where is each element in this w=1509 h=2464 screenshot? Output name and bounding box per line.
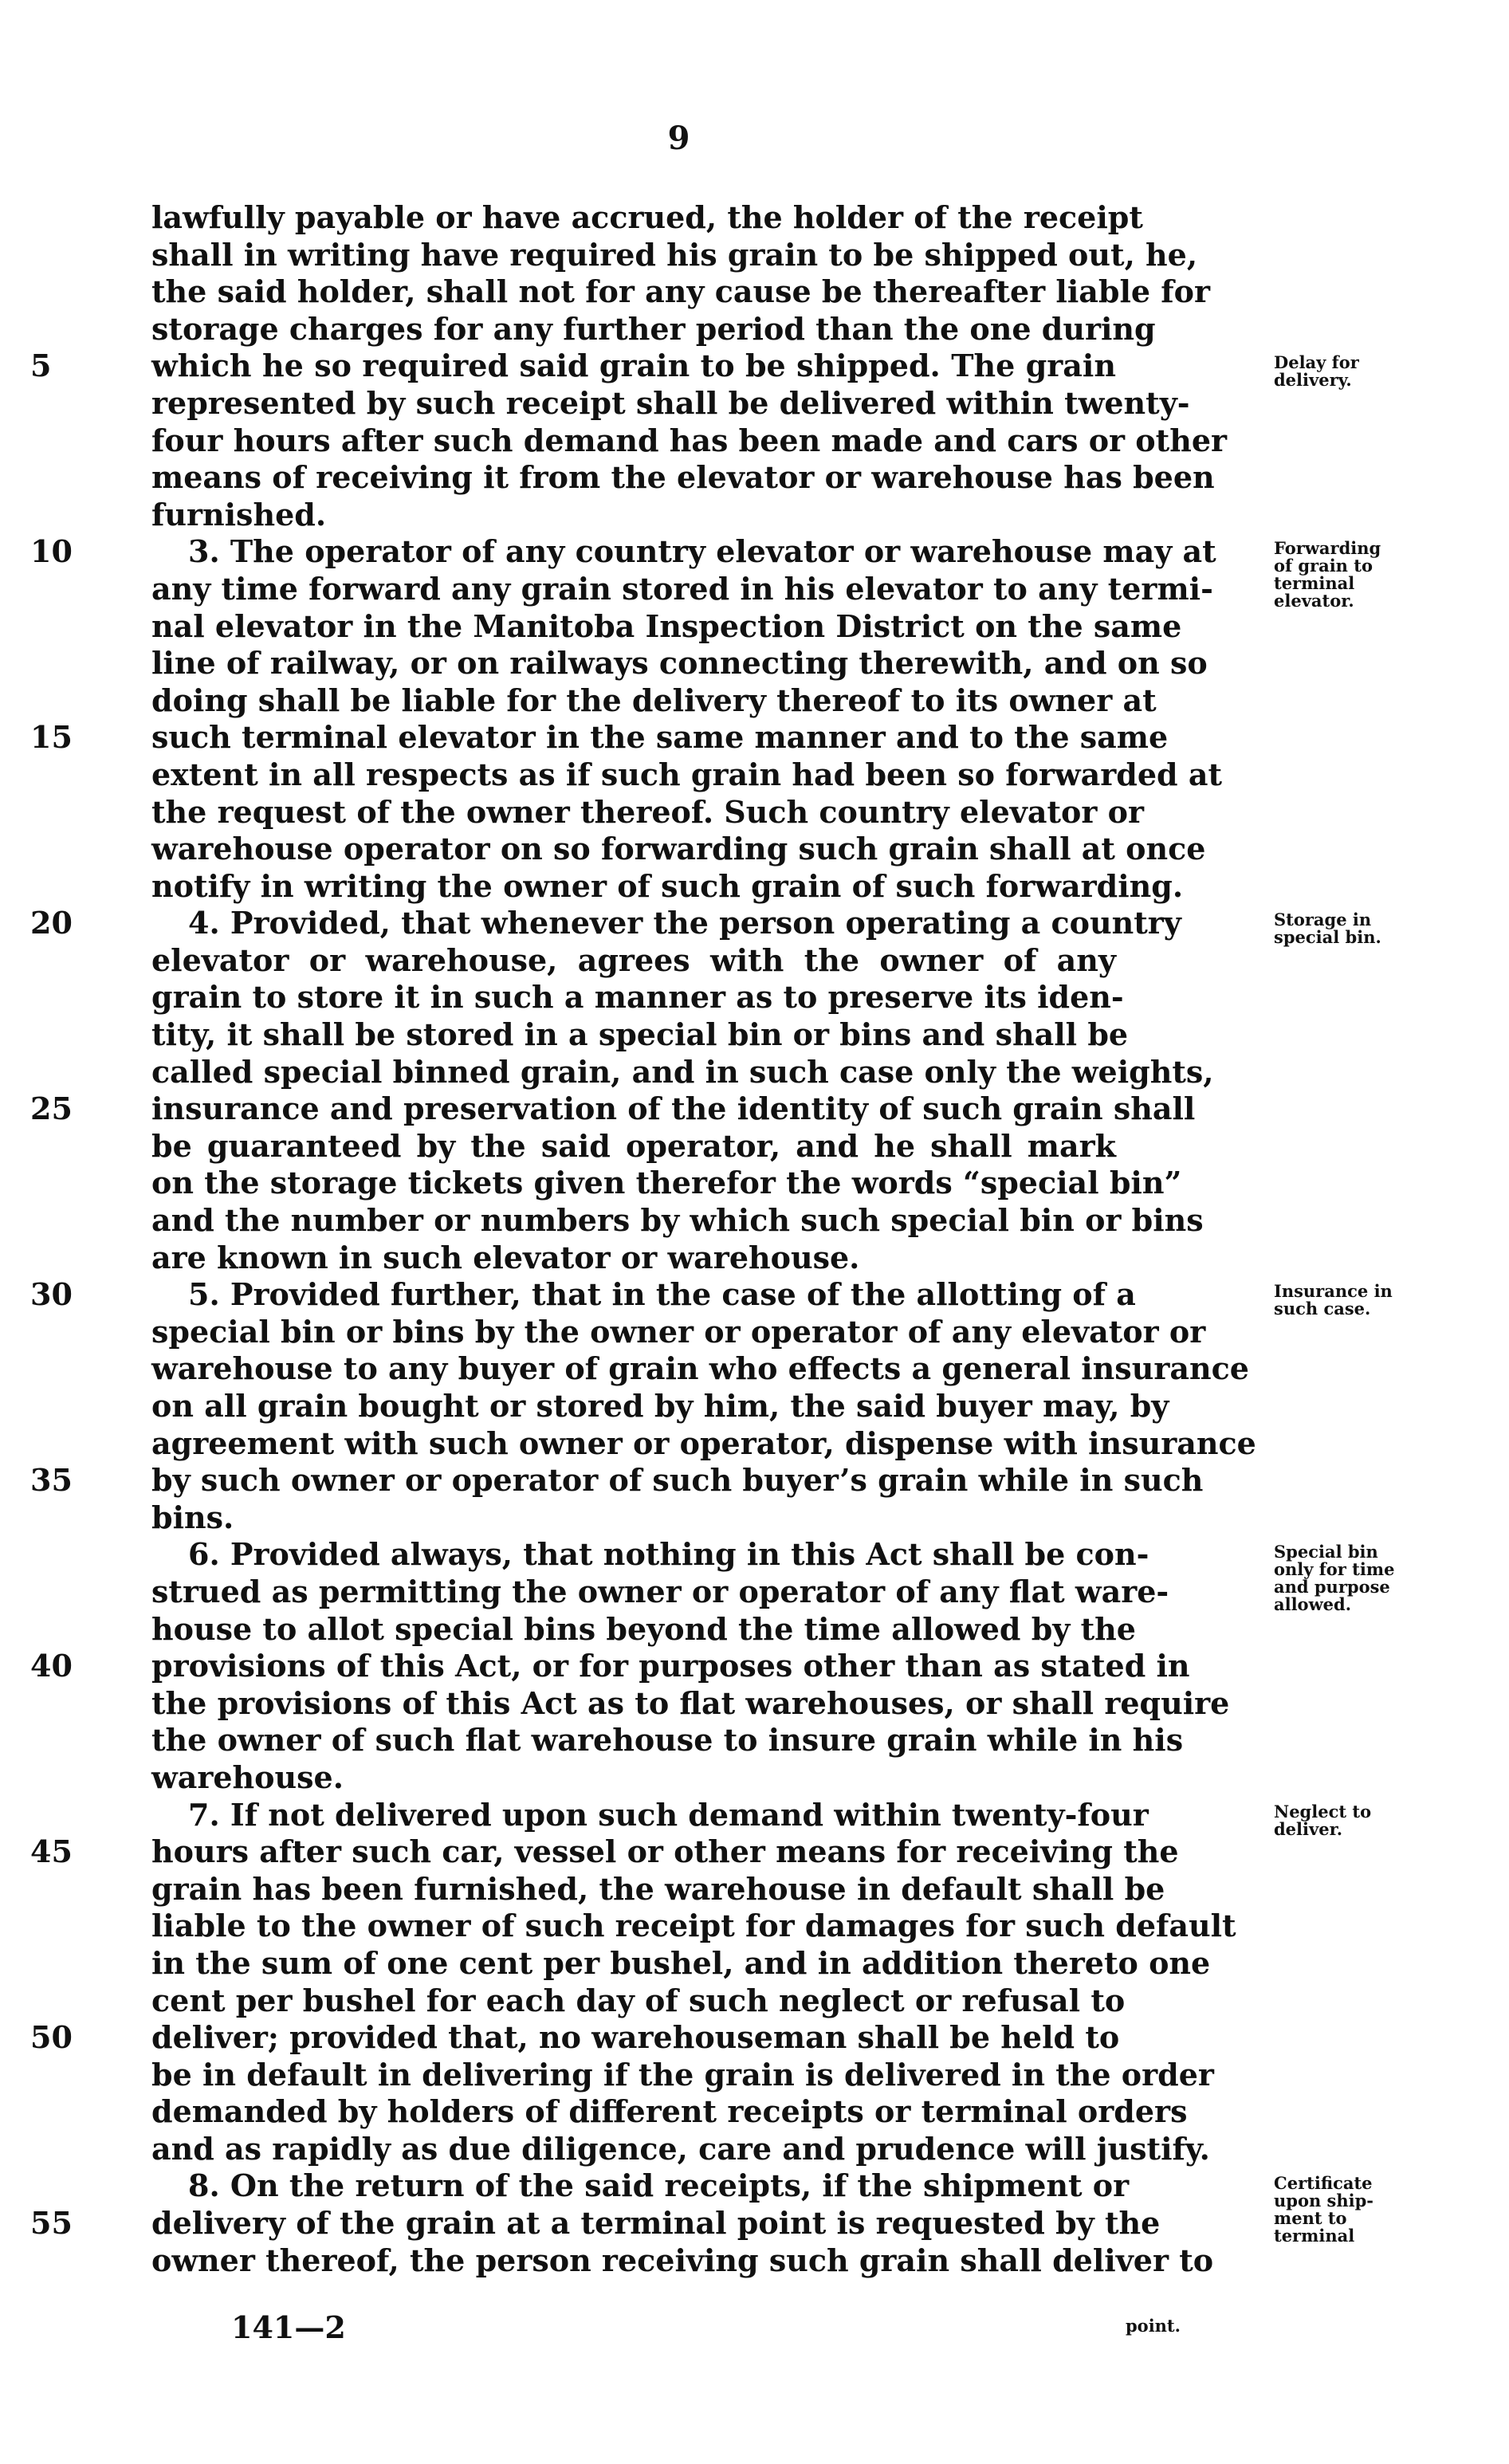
margin-note-line: upon ship- bbox=[1274, 2190, 1374, 2211]
text-line-content: deliver; provided that, no warehouseman shall be held to bbox=[151, 2019, 1120, 2056]
text-line bbox=[30, 1091, 1196, 1128]
text-line bbox=[151, 1573, 1169, 1611]
text-line-content: line of railway, or on railways connecting therewith, and on so bbox=[151, 645, 1208, 682]
text-line-content: storage charges for any further period than the one during bbox=[151, 310, 1156, 347]
text-line-content: hours after such car, vessel or other means for receiving the bbox=[151, 1833, 1179, 1870]
text-line-content: in the sum of one cent per bushel, and in addition thereto one bbox=[151, 1944, 1211, 1981]
text-line-content: demanded by holders of different receipts or terminal orders bbox=[151, 2093, 1188, 2130]
text-line-content: are known in such elevator or warehouse. bbox=[151, 1239, 860, 1275]
margin-note-line: allowed. bbox=[1274, 1594, 1352, 1614]
text-line-content: doing shall be liable for the delivery thereof to its owner at bbox=[151, 682, 1157, 718]
text-line-content: lawfully payable or have accrued, the holder of the receipt bbox=[151, 199, 1143, 235]
margin-note-line: Delay for bbox=[1274, 352, 1359, 373]
text-line bbox=[151, 1016, 1129, 1054]
text-line bbox=[151, 1722, 1184, 1759]
margin-note-line: special bin. bbox=[1274, 927, 1381, 948]
text-line bbox=[151, 1165, 1182, 1202]
text-line bbox=[151, 422, 1228, 460]
text-line-content: agreement with such owner or operator, dispense with insurance bbox=[151, 1425, 1256, 1461]
text-line bbox=[151, 831, 1206, 868]
page-number: 9 bbox=[667, 120, 690, 157]
margin-note-line: Storage in bbox=[1274, 910, 1372, 930]
text-line bbox=[151, 1425, 1256, 1463]
text-line-content: notify in writing the owner of such grain of such forwarding. bbox=[151, 867, 1184, 904]
text-column bbox=[30, 199, 1395, 2279]
text-line-content: means of receiving it from the elevator or warehouse has been bbox=[151, 459, 1215, 496]
text-line bbox=[151, 1202, 1204, 1240]
margin-note-line: such case. bbox=[1274, 1299, 1371, 1319]
margin-note-line: delivery. bbox=[1274, 370, 1352, 391]
text-line bbox=[30, 719, 1169, 756]
text-line-content: such terminal elevator in the same manner and to the same bbox=[151, 719, 1169, 756]
text-line-content: the provisions of this Act as to flat warehouses, or shall require bbox=[151, 1684, 1230, 1721]
text-line bbox=[151, 607, 1182, 646]
text-line bbox=[151, 310, 1156, 348]
margin-note-line: Special bin bbox=[1274, 1541, 1378, 1562]
text-line-content: shall in writing have required his grain to be shipped out, he, bbox=[151, 236, 1198, 273]
text-line-content: strued as permitting the owner or operator of any flat ware- bbox=[151, 1573, 1169, 1609]
text-line bbox=[30, 2205, 1161, 2242]
text-line bbox=[151, 273, 1210, 311]
text-line-content: be in default in delivering if the grain is delivered in the order bbox=[151, 2056, 1214, 2093]
text-line-content: elevator or warehouse, agrees with the owner of any bbox=[151, 941, 1116, 978]
margin-note-footer: point. bbox=[1126, 2316, 1181, 2336]
text-line-content: owner thereof, the person receiving such grain shall deliver to bbox=[151, 2242, 1214, 2278]
text-line-content: on all grain bought or stored by him, the said buyer may, by bbox=[151, 1388, 1169, 1424]
text-line bbox=[151, 1610, 1136, 1649]
text-line-content: cent per bushel for each day of such neglect or refusal to bbox=[151, 1982, 1126, 2018]
text-line bbox=[151, 793, 1145, 831]
text-line-content: 6. Provided always, that nothing in this Act shall be con- bbox=[188, 1536, 1149, 1573]
line-number: 10 bbox=[30, 533, 73, 570]
text-line-content: grain has been furnished, the warehouse in default shall be bbox=[151, 1870, 1165, 1907]
margin-note-line: elevator. bbox=[1274, 591, 1354, 611]
text-line-content: tity, it shall be stored in a special bin or bins and shall be bbox=[151, 1016, 1129, 1053]
margin-note bbox=[1274, 1803, 1371, 1838]
text-line-content: liable to the owner of such receipt for damages for such default bbox=[151, 1908, 1236, 1944]
line-number: 55 bbox=[30, 2205, 73, 2242]
text-line-content: extent in all respects as if such grain had been so forwarded at bbox=[151, 756, 1223, 792]
text-line-content: warehouse to any buyer of grain who effects a general insurance bbox=[151, 1350, 1249, 1387]
text-line-content: be guaranteed by the said operator, and he shall mark bbox=[151, 1127, 1116, 1164]
text-line bbox=[151, 2130, 1210, 2168]
text-line bbox=[30, 348, 1116, 385]
text-line bbox=[151, 2242, 1214, 2280]
text-line bbox=[151, 2093, 1188, 2131]
text-line-content: bins. bbox=[151, 1499, 234, 1535]
text-line-content: 8. On the return of the said receipts, if the shipment or bbox=[188, 2167, 1130, 2204]
text-line-content: 7. If not delivered upon such demand within twenty-four bbox=[188, 1796, 1149, 1833]
margin-note bbox=[1274, 540, 1381, 610]
text-line bbox=[151, 1536, 1149, 1574]
text-line-content: by such owner or operator of such buyer’s grain while in such bbox=[151, 1462, 1204, 1499]
margin-note bbox=[1274, 2172, 1374, 2246]
line-number: 45 bbox=[30, 1833, 73, 1870]
text-line bbox=[151, 1796, 1149, 1834]
text-line bbox=[151, 1313, 1206, 1351]
text-line bbox=[151, 1908, 1236, 1945]
text-line bbox=[151, 1982, 1126, 2020]
text-line-content: the owner of such flat warehouse to insure grain while in his bbox=[151, 1722, 1184, 1759]
margin-note-line: ment to bbox=[1274, 2207, 1347, 2228]
text-line bbox=[151, 2056, 1214, 2094]
margin-note bbox=[1274, 1283, 1393, 1318]
text-line bbox=[151, 682, 1157, 720]
text-line bbox=[151, 1684, 1230, 1723]
signature-mark: 141—2 bbox=[231, 2309, 346, 2345]
text-line-content: and as rapidly as due diligence, care and prudence will justify. bbox=[151, 2130, 1210, 2167]
text-line-content: 5. Provided further, that in the case of the allotting of a bbox=[188, 1276, 1136, 1313]
text-line bbox=[30, 533, 1216, 571]
text-line-content: warehouse operator on so forwarding such grain shall at once bbox=[151, 831, 1206, 867]
text-line bbox=[151, 236, 1198, 274]
text-line-content: delivery of the grain at a terminal point is requested by the bbox=[151, 2205, 1161, 2242]
text-line bbox=[30, 905, 1181, 942]
line-number: 50 bbox=[30, 2019, 73, 2056]
text-line-content: nal elevator in the Manitoba Inspection District on the same bbox=[151, 607, 1182, 644]
margin-note-line: Neglect to bbox=[1274, 1801, 1372, 1821]
text-line-content: on the storage tickets given therefor the words “special bin” bbox=[151, 1165, 1182, 1201]
text-line-content: warehouse. bbox=[151, 1759, 344, 1795]
margin-note bbox=[1274, 911, 1381, 946]
margin-note bbox=[1274, 354, 1359, 389]
line-number: 40 bbox=[30, 1648, 73, 1684]
text-line bbox=[151, 497, 1116, 534]
text-line bbox=[151, 1053, 1214, 1091]
text-line-content: the request of the owner thereof. Such country elevator or bbox=[151, 793, 1145, 830]
line-number: 30 bbox=[30, 1276, 73, 1313]
text-line bbox=[151, 570, 1213, 608]
text-line bbox=[30, 1648, 1190, 1685]
text-line-content: four hours after such demand has been made and cars or other bbox=[151, 422, 1228, 458]
text-line bbox=[30, 2019, 1120, 2057]
text-line-content: any time forward any grain stored in his elevator to any termi- bbox=[151, 570, 1213, 607]
text-line bbox=[151, 867, 1184, 906]
text-line-content: provisions of this Act, or for purposes other than as stated in bbox=[151, 1648, 1190, 1684]
margin-note-line: Insurance in bbox=[1274, 1281, 1393, 1302]
text-line-content: called special binned grain, and in such case only the weights, bbox=[151, 1053, 1214, 1090]
margin-note bbox=[1274, 1543, 1394, 1613]
line-number: 20 bbox=[30, 905, 73, 941]
line-number: 5 bbox=[30, 348, 52, 384]
text-line-content: 3. The operator of any country elevator or warehouse may at bbox=[188, 533, 1216, 570]
text-line-content: special bin or bins by the owner or operator of any elevator or bbox=[151, 1313, 1206, 1350]
margin-note-line: only for time bbox=[1274, 1558, 1395, 1579]
text-line bbox=[151, 199, 1143, 237]
line-number: 15 bbox=[30, 719, 73, 756]
margin-note-line: terminal bbox=[1274, 573, 1355, 594]
margin-note-line: deliver. bbox=[1274, 1818, 1343, 1839]
text-line-content: and the number or numbers by which such special bin or bins bbox=[151, 1202, 1204, 1239]
margin-note-line: of grain to bbox=[1274, 556, 1373, 576]
line-number: 25 bbox=[30, 1091, 73, 1127]
text-line-content: 4. Provided, that whenever the person operating a country bbox=[188, 905, 1181, 941]
margin-note-line: Certificate bbox=[1274, 2172, 1373, 2193]
text-line-content: represented by such receipt shall be delivered within twenty- bbox=[151, 384, 1190, 421]
text-line bbox=[151, 1870, 1165, 1908]
text-line-content: grain to store it in such a manner as to preserve its iden- bbox=[151, 979, 1124, 1016]
text-line bbox=[151, 1240, 1116, 1277]
text-line-content: house to allot special bins beyond the time allowed by the bbox=[151, 1610, 1136, 1647]
text-line-content: which he so required said grain to be shipped. The grain bbox=[151, 348, 1116, 384]
text-line-content: the said holder, shall not for any cause be thereafter liable for bbox=[151, 273, 1210, 310]
text-line bbox=[151, 979, 1124, 1016]
text-line bbox=[151, 1350, 1249, 1388]
margin-note-line: terminal bbox=[1274, 2225, 1355, 2246]
text-line bbox=[151, 756, 1223, 794]
text-line bbox=[151, 942, 1116, 980]
text-line bbox=[151, 459, 1215, 497]
text-line bbox=[151, 1388, 1169, 1425]
text-line bbox=[151, 384, 1190, 422]
text-line-content: furnished. bbox=[151, 496, 327, 532]
text-line bbox=[151, 1128, 1116, 1165]
text-line-content: insurance and preservation of the identity of such grain shall bbox=[151, 1091, 1196, 1127]
text-line bbox=[30, 1833, 1179, 1871]
text-line bbox=[151, 1944, 1211, 1983]
line-number: 35 bbox=[30, 1462, 73, 1499]
margin-note-line: Forwarding bbox=[1274, 538, 1381, 559]
text-line bbox=[151, 645, 1208, 682]
text-line bbox=[30, 1462, 1204, 1499]
margin-note-line: and purpose bbox=[1274, 1576, 1390, 1597]
text-line bbox=[151, 1499, 1116, 1537]
text-line bbox=[151, 2167, 1130, 2205]
text-line bbox=[30, 1276, 1136, 1314]
text-line bbox=[151, 1759, 1116, 1797]
